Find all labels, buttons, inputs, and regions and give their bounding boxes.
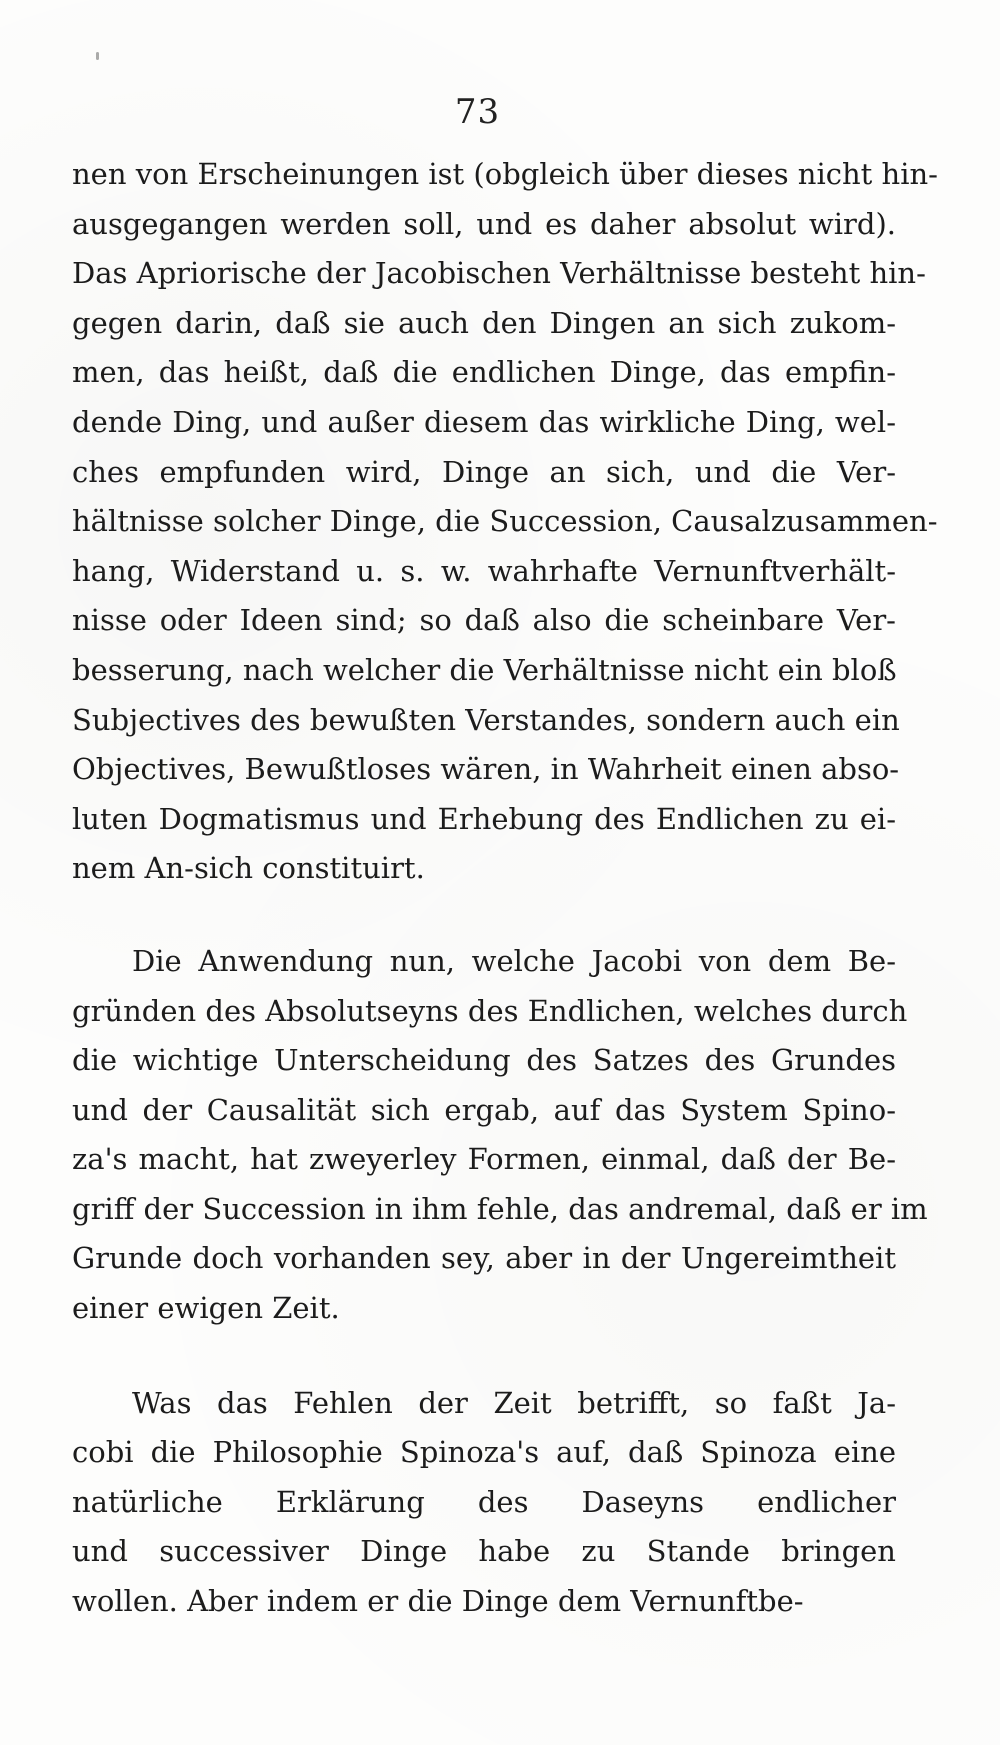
text-line: und der Causalität sich ergab, auf das System Spino-	[72, 1092, 896, 1127]
text-line: besserung, nach welcher die Verhältnisse nicht ein bloß	[72, 652, 897, 687]
text-line: cobi die Philosophie Spinoza's auf, daß Spinoza eine	[72, 1435, 896, 1470]
text-line: dende Ding, und außer diesem das wirkliche Ding, wel-	[72, 404, 896, 439]
text-line: Das Apriorische der Jacobischen Verhältnisse besteht hin-	[72, 256, 926, 291]
text-line: hang, Widerstand u. s. w. wahrhafte Vernunftverhält-	[72, 553, 896, 588]
text-line: die wichtige Unterscheidung des Satzes des Grundes	[72, 1043, 896, 1078]
text-line: gründen des Absolutseyns des Endlichen, welches durch	[72, 993, 908, 1028]
text-line: Subjectives des bewußten Verstandes, sondern auch ein	[72, 702, 900, 737]
text-line: natürliche Erklärung des Daseyns endlicher	[72, 1484, 896, 1519]
text-line: griff der Succession in ihm fehle, das andremal, daß er im	[72, 1191, 928, 1226]
ink-speck	[96, 52, 99, 60]
text-line: Was das Fehlen der Zeit betrifft, so faßt Ja-	[132, 1385, 896, 1420]
paragraph-gap	[72, 1334, 896, 1379]
text-line: wollen. Aber indem er die Dinge dem Vernunftbe-	[72, 1584, 804, 1619]
body-text	[72, 150, 938, 1627]
text-line: Die Anwendung nun, welche Jacobi von dem Be-	[132, 943, 896, 978]
text-line: luten Dogmatismus und Erhebung des Endlichen zu ei-	[72, 801, 896, 836]
text-line: nem An-sich constituirt.	[72, 851, 425, 886]
paragraph-1	[72, 150, 938, 894]
text-line: gegen darin, daß sie auch den Dingen an sich zukom-	[72, 305, 896, 340]
paragraph-gap	[72, 894, 896, 937]
text-line: ches empfunden wird, Dinge an sich, und die Ver-	[72, 454, 896, 489]
text-line: ausgegangen werden soll, und es daher absolut wird).	[72, 206, 896, 241]
text-line: za's macht, hat zweyerley Formen, einmal, daß der Be-	[72, 1142, 896, 1177]
text-line: nisse oder Ideen sind; so daß also die scheinbare Ver-	[72, 603, 896, 638]
text-line: Objectives, Bewußtloses wären, in Wahrheit einen abso-	[72, 752, 900, 787]
text-line: nen von Erscheinungen ist (obgleich über dieses nicht hin-	[72, 157, 938, 191]
text-line: Grunde doch vorhanden sey, aber in der Ungereimtheit	[72, 1241, 896, 1276]
text-line: men, das heißt, daß die endlichen Dinge, das empfin-	[72, 355, 896, 390]
text-line: und successiver Dinge habe zu Stande bringen	[72, 1534, 896, 1569]
paragraph-2	[72, 937, 928, 1334]
text-line: hältnisse solcher Dinge, die Succession, Causalzusammen-	[72, 504, 938, 539]
paragraph-3	[72, 1379, 896, 1627]
text-line: einer ewigen Zeit.	[72, 1291, 340, 1326]
page-number: 73	[454, 92, 501, 132]
